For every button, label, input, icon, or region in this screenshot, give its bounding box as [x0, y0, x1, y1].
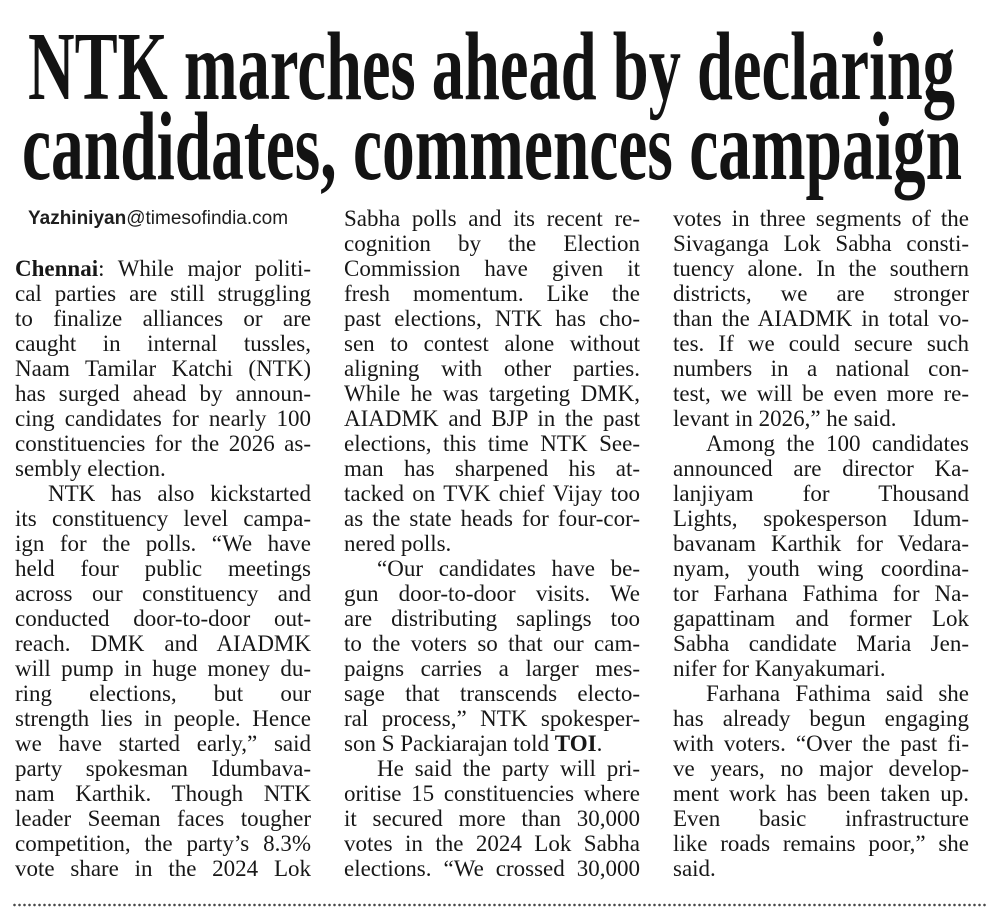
- text-line: competition, the party’s 8.3%: [15, 831, 311, 856]
- text-line: ral process,” NTK spokesper-: [344, 706, 640, 731]
- text-line: cing candidates for nearly 100: [15, 406, 311, 431]
- headline-line-2: [22, 93, 962, 201]
- text-line: sembly election.: [15, 456, 166, 481]
- text-line: tacked on TVK chief Vijay too: [344, 481, 640, 506]
- text-line: Lights, spokesperson Idum-: [673, 506, 969, 531]
- text-line: strength lies in people. Hence: [15, 706, 311, 731]
- text-line: like roads remains poor,” she: [673, 831, 969, 856]
- text-line: conducted door-to-door out-: [15, 606, 311, 631]
- headline-line-1-text: NTK marches ahead by declaring: [28, 13, 955, 121]
- text-line: party spokesman Idumbava-: [15, 756, 311, 781]
- headline-line-2-text: candidates, commences campaign: [22, 93, 962, 201]
- text-line: levant in 2026,” he said.: [673, 406, 897, 431]
- text-line: votes in three segments of the: [673, 206, 969, 231]
- paragraph: [15, 256, 311, 481]
- byline: [15, 206, 311, 256]
- text-line: districts, we are stronger: [673, 281, 969, 306]
- text-line: ment work has been taken up.: [673, 781, 969, 806]
- headline: [0, 0, 996, 200]
- text-segment: : While major politi-: [98, 256, 311, 281]
- text-line: caught in internal tussles,: [15, 331, 311, 356]
- text-line: tes. If we could secure such: [673, 331, 969, 356]
- text-line: nam Karthik. Though NTK: [15, 781, 311, 806]
- text-line: will pump in huge money du-: [15, 656, 311, 681]
- text-line: NTK has also kickstarted: [48, 481, 311, 506]
- text-line: constituencies for the 2026 as-: [15, 431, 311, 456]
- text-line: Farhana Fathima said she: [706, 681, 969, 706]
- byline-email-domain: @timesofindia.com: [126, 208, 289, 229]
- text-line: He said the party will pri-: [377, 756, 640, 781]
- article-text: [15, 206, 969, 882]
- text-line: has already begun engaging: [673, 706, 969, 731]
- text-line: to the voters so that our cam-: [344, 631, 640, 656]
- text-line: [344, 731, 640, 756]
- text-line: gun door-to-door visits. We: [344, 581, 640, 606]
- text-line: held four public meetings: [15, 556, 311, 581]
- text-line: fresh momentum. Like the: [344, 281, 640, 306]
- text-line: “Our candidates have be-: [377, 556, 640, 581]
- text-segment: .: [596, 731, 603, 756]
- text-line: as the state heads for four-cor-: [344, 506, 640, 531]
- text-line: test, we will be even more re-: [673, 381, 969, 406]
- text-segment: son S Packiarajan told: [344, 731, 555, 756]
- bold-text: Chennai: [15, 256, 99, 281]
- byline-author: Yazhiniyan: [28, 208, 127, 229]
- text-line: Even basic infrastructure: [673, 806, 969, 831]
- text-line: it secured more than 30,000: [344, 806, 640, 831]
- text-line: with voters. “Over the past fi-: [673, 731, 969, 756]
- paragraph: [344, 556, 640, 756]
- text-line: announced are director Ka-: [673, 456, 969, 481]
- text-line: sen to contest alone without: [344, 331, 640, 356]
- paragraph: [673, 681, 969, 881]
- text-line: nered polls.: [344, 531, 452, 556]
- article-body: [15, 206, 969, 882]
- text-line: has surged ahead by announ-: [15, 381, 311, 406]
- text-line: leader Seeman faces tougher: [15, 806, 311, 831]
- text-line: nyam, youth wing coordina-: [673, 556, 969, 581]
- paragraph: [673, 431, 969, 681]
- text-line: ring elections, but our: [15, 681, 311, 706]
- text-line: Naam Tamilar Katchi (NTK): [15, 356, 311, 381]
- text-line: tor Farhana Fathima for Na-: [673, 581, 969, 606]
- text-line: its constituency level campa-: [15, 506, 311, 531]
- text-line: AIADMK and BJP in the past: [344, 406, 640, 431]
- text-line: tuency alone. In the southern: [673, 256, 969, 281]
- dotted-rule: [12, 903, 986, 907]
- text-line: elections. “We crossed 30,000: [344, 856, 640, 881]
- text-line: sage that transcends electo-: [344, 681, 640, 706]
- text-line: man has sharpened his at-: [344, 456, 640, 481]
- text-line: Sabha polls and its recent re-: [344, 206, 640, 231]
- text-line: oritise 15 constituencies where: [344, 781, 640, 806]
- text-line: cognition by the Election: [344, 231, 640, 256]
- text-line: cal parties are still struggling: [15, 281, 311, 306]
- text-line: While he was targeting DMK,: [344, 381, 640, 406]
- text-line: aligning with other parties.: [344, 356, 640, 381]
- text-line: across our constituency and: [15, 581, 311, 606]
- text-line: lanjiyam for Thousand: [673, 481, 969, 506]
- text-line: said.: [673, 856, 716, 881]
- text-line: nifer for Kanyakumari.: [673, 656, 886, 681]
- text-line: ign for the polls. “We have: [15, 531, 311, 556]
- text-line: Sivaganga Lok Sabha consti-: [673, 231, 969, 256]
- text-line: vote share in the 2024 Lok: [15, 856, 311, 881]
- text-line: than the AIADMK in total vo-: [673, 306, 969, 331]
- text-line: votes in the 2024 Lok Sabha: [344, 831, 640, 856]
- text-line: bavanam Karthik for Vedara-: [673, 531, 969, 556]
- text-line: Sabha candidate Maria Jen-: [673, 631, 969, 656]
- text-line: numbers in a national con-: [673, 356, 969, 381]
- text-line: gapattinam and former Lok: [673, 606, 969, 631]
- text-line: Among the 100 candidates: [706, 431, 969, 456]
- text-line: we have started early,” said: [15, 731, 311, 756]
- text-line: to finalize alliances or are: [15, 306, 311, 331]
- text-line: elections, this time NTK See-: [344, 431, 640, 456]
- text-line: Commission have given it: [344, 256, 640, 281]
- text-line: reach. DMK and AIADMK: [15, 631, 311, 656]
- text-line: are distributing saplings too: [344, 606, 640, 631]
- text-line: ve years, no major develop-: [673, 756, 969, 781]
- text-line: past elections, NTK has cho-: [344, 306, 640, 331]
- text-line: [15, 256, 311, 281]
- text-line: paigns carries a larger mes-: [344, 656, 640, 681]
- bold-text: TOI: [554, 731, 597, 756]
